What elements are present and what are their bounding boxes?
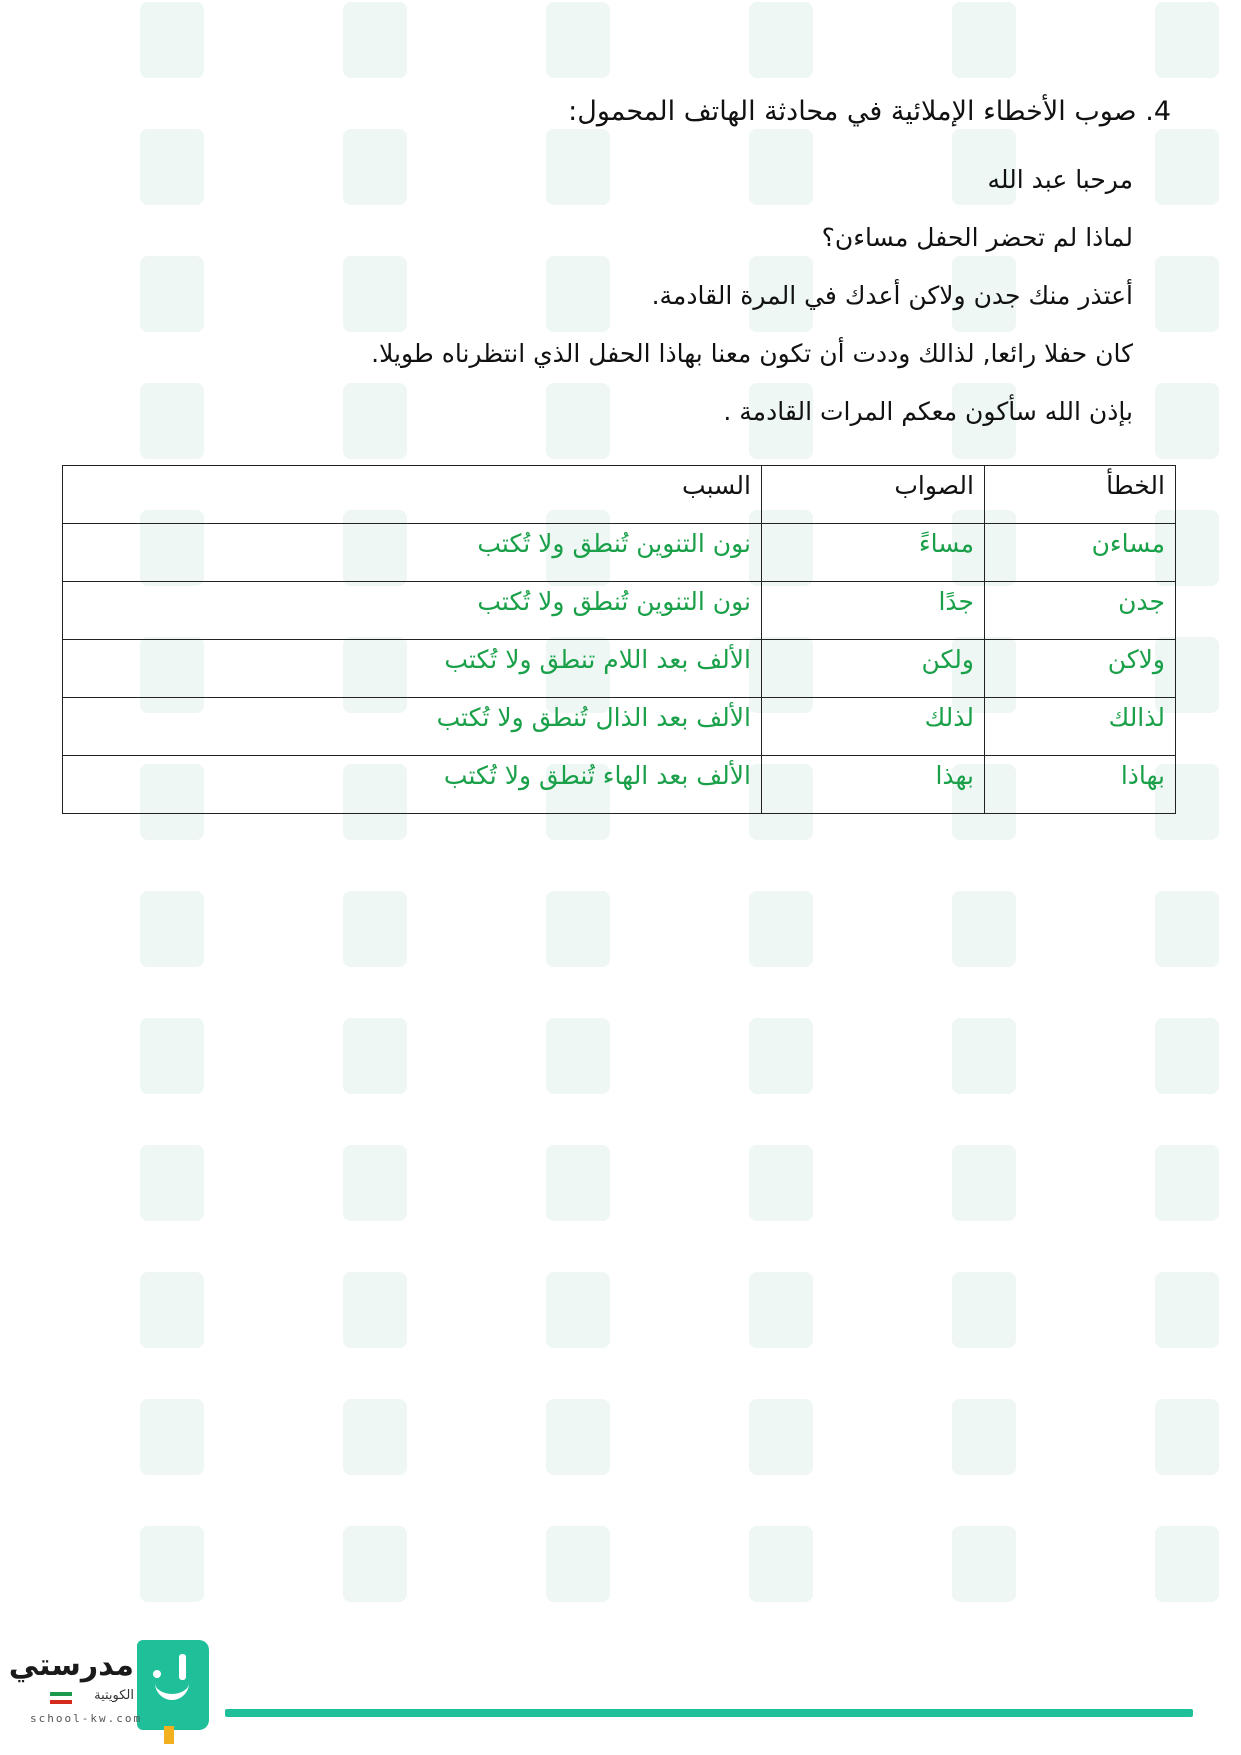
table-row — [63, 756, 1176, 814]
cell-right: مساءً — [762, 524, 985, 582]
logo-subtitle: الكويتية — [94, 1688, 134, 1703]
cell-reason: الألف بعد اللام تنطق ولا تُكتب — [63, 640, 762, 698]
question-text: صوب الأخطاء الإملائية في محادثة الهاتف المحمول: — [568, 96, 1137, 127]
conversation-line: مرحبا عبد الله — [987, 165, 1133, 194]
cell-wrong: مساءن — [985, 524, 1176, 582]
logo-name: مدرستي — [8, 1648, 134, 1683]
conversation-line: لماذا لم تحضر الحفل مساءن؟ — [821, 223, 1133, 252]
conversation — [133, 160, 1133, 450]
cell-wrong: جدن — [985, 582, 1176, 640]
cell-right: ولكن — [762, 640, 985, 698]
cell-wrong: ولاكن — [985, 640, 1176, 698]
cell-wrong: بهاذا — [985, 756, 1176, 814]
question-heading — [171, 96, 1171, 127]
cell-right: لذلك — [762, 698, 985, 756]
table-row — [63, 582, 1176, 640]
cell-wrong: لذالك — [985, 698, 1176, 756]
logo-url: school-kw.com — [30, 1712, 143, 1725]
conversation-line: أعتذر منك جدن ولاكن أعدك في المرة القادمة. — [651, 281, 1133, 310]
cell-right: بهذا — [762, 756, 985, 814]
cell-right: جدًا — [762, 582, 985, 640]
conversation-line: بإذن الله سأكون معكم المرات القادمة . — [723, 397, 1133, 426]
question-number: 4. — [1145, 96, 1171, 127]
footer-divider — [225, 1709, 1193, 1717]
table-header-row — [63, 466, 1176, 524]
table-row — [63, 640, 1176, 698]
cell-reason: الألف بعد الهاء تُنطق ولا تُكتب — [63, 756, 762, 814]
conversation-line: كان حفلا رائعا, لذالك وددت أن تكون معنا بهاذا الحفل الذي انتظرناه طويلا. — [371, 339, 1133, 368]
header-right: الصواب — [762, 466, 985, 524]
table-row — [63, 698, 1176, 756]
corrections-table — [62, 465, 1176, 814]
header-wrong: الخطأ — [985, 466, 1176, 524]
table-row — [63, 524, 1176, 582]
header-reason: السبب — [63, 466, 762, 524]
cell-reason: الألف بعد الذال تُنطق ولا تُكتب — [63, 698, 762, 756]
bookmark-icon — [164, 1726, 174, 1744]
brand-logo[interactable] — [8, 1640, 214, 1740]
cell-reason: نون التنوين تُنطق ولا تُكتب — [63, 582, 762, 640]
book-logo-icon — [137, 1640, 209, 1730]
cell-reason: نون التنوين تُنطق ولا تُكتب — [63, 524, 762, 582]
